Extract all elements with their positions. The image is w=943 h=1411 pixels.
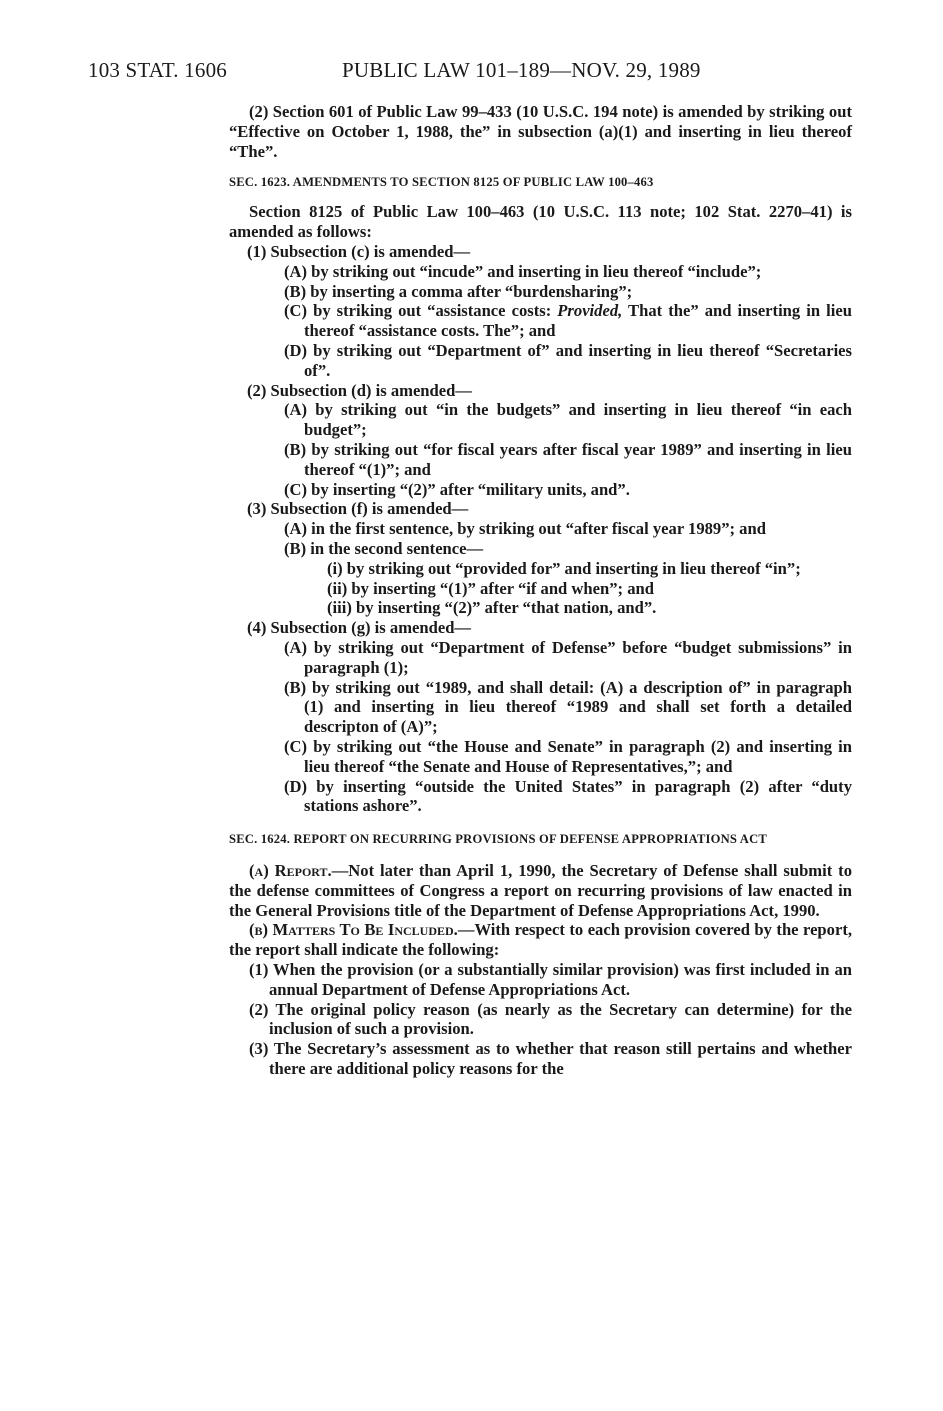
sec-1624-a-label: (a) Report. [249, 861, 332, 881]
sec-1624-a [229, 861, 852, 920]
sub-1-C-provided: Provided, [557, 301, 623, 321]
sub-1-C-post: That the” and inserting in lieu thereof “assistance costs. The”; and [304, 301, 852, 341]
sub-2-B: (B) by striking out “for fiscal years after fiscal year 1989” and inserting in lieu thereof “(1)”; and [284, 439, 852, 479]
sec-1624-b [229, 920, 852, 960]
sub-2-A: (A) by striking out “in the budgets” and inserting in lieu thereof “in each budget”; [284, 400, 852, 440]
running-title: PUBLIC LAW 101–189—NOV. 29, 1989 [342, 58, 701, 82]
sec-1624-b-label: (b) Matters To Be Included. [249, 920, 458, 940]
sec-1624-a-text: —Not later than April 1, 1990, the Secretary of Defense shall submit to the defense committees of Congress a report on recurring provisions of law enacted in the General Provisions title of the Department of Defense Appropriations Act, 1990. [229, 861, 853, 920]
stat-page-number: 103 STAT. 1606 [88, 58, 227, 82]
sub-3-A: (A) in the first sentence, by striking out “after fiscal year 1989”; and [284, 519, 766, 539]
sub-4-A: (A) by striking out “Department of Defense” before “budget submissions” in paragraph (1); [284, 637, 852, 677]
sub-1-C-pre: (C) by striking out “assistance costs: [284, 301, 558, 321]
sub-2: (2) Subsection (d) is amended— [247, 380, 472, 400]
sub-4-B: (B) by striking out “1989, and shall detail: (A) a description of” in paragraph (1) and inserting in lieu thereof “1989 and shall set forth a detailed descripton of (A)”; [284, 677, 852, 737]
sub-4-D: (D) by inserting “outside the United States” in paragraph (2) after “duty stations ashore”. [284, 776, 852, 816]
section-1623-intro: Section 8125 of Public Law 100–463 (10 U.S.C. 113 note; 102 Stat. 2270–41) is amended as follows: [229, 202, 852, 242]
sec-1624-b-2: (2) The original policy reason (as nearly as the Secretary can determine) for the inclusion of such a provision. [249, 999, 852, 1039]
sec-1624-b-text: —With respect to each provision covered by the report, the report shall indicate the following: [229, 920, 853, 960]
section-1623-heading: SEC. 1623. AMENDMENTS TO SECTION 8125 OF PUBLIC LAW 100–463 [229, 175, 654, 190]
sec-1624-b-1: (1) When the provision (or a substantially similar provision) was first included in an annual Department of Defense Appropriations Act. [249, 960, 852, 999]
page-header [88, 58, 848, 84]
sub-3-B-iii: (iii) by inserting “(2)” after “that nation, and”. [327, 598, 657, 618]
sub-3-B-ii: (ii) by inserting “(1)” after “if and when”; and [327, 578, 654, 598]
sub-4-C: (C) by striking out “the House and Senate” in paragraph (2) and inserting in lieu thereof “the Senate and House of Representatives,”; and [284, 736, 852, 776]
sub-3-B: (B) in the second sentence— [284, 538, 484, 558]
sub-1: (1) Subsection (c) is amended— [247, 241, 471, 261]
paragraph-intro: (2) Section 601 of Public Law 99–433 (10 U.S.C. 194 note) is amended by striking out “Effective on October 1, 1988, the” in subsection (a)(1) and inserting in lieu thereof “The”. [229, 102, 852, 161]
sub-3-B-i: (i) by striking out “provided for” and inserting in lieu thereof “in”; [327, 558, 801, 578]
sub-1-A: (A) by striking out “incude” and inserting in lieu thereof “include”; [284, 261, 762, 281]
sub-1-D: (D) by striking out “Department of” and inserting in lieu thereof “Secretaries of”. [284, 340, 852, 380]
document-body [229, 102, 852, 1079]
sub-4: (4) Subsection (g) is amended— [247, 618, 472, 638]
sub-1-B: (B) by inserting a comma after “burdensharing”; [284, 281, 633, 301]
sec-1624-b-3: (3) The Secretary’s assessment as to whether that reason still pertains and whether there are additional policy reasons for the [249, 1039, 852, 1079]
sub-3: (3) Subsection (f) is amended— [247, 499, 469, 519]
section-1624-heading: SEC. 1624. REPORT ON RECURRING PROVISIONS OF DEFENSE APPROPRIATIONS ACT [229, 832, 767, 847]
sub-2-C: (C) by inserting “(2)” after “military units, and”. [284, 479, 630, 499]
sub-1-C [229, 301, 852, 341]
